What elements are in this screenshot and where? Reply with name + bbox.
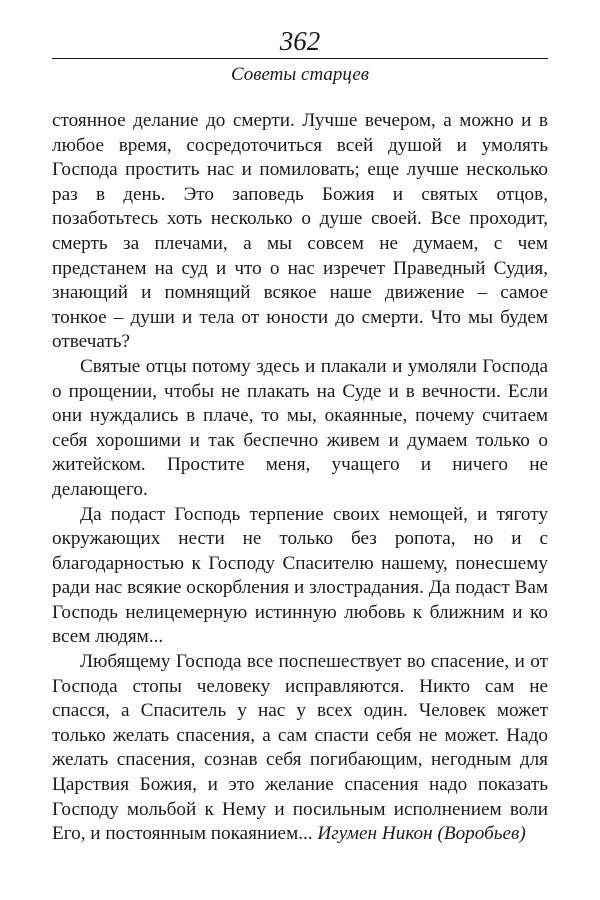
header-rule	[52, 58, 548, 59]
paragraph-last	[52, 650, 548, 847]
running-title: Советы старцев	[230, 64, 370, 85]
paragraph: Да подаст Господь терпение своих немощей, и тяготу окружающих нести не только без ропота, но и с благодарностью к Господу Спасителю нашему, понесшему ради нас всякие оскорбления и злострадания. Да подаст Вам Господь нелицемерную истинную любовь к ближним и ко всем людям...	[52, 503, 548, 648]
book-page	[52, 26, 548, 847]
paragraph-text: Любящему Господа все поспешествует во спасение, и от Господа стопы человеку исправляются. Никто сам не спасся, а Спаситель у нас у всех один. Человек может только желать спасения, а сам спасти себя не может. Надо желать спасения, сознав себя погибающим, негодным для Царствия Божия, и это желание спасения надо показать Господу мольбой к Нему и посильным исполнением воли Его, и постоянным покаянием...	[52, 651, 548, 845]
author-attribution: Игумен Никон (Воробьев)	[317, 823, 526, 845]
body-text	[52, 109, 548, 847]
paragraph: стоянное делание до смерти. Лучше вечером, а можно и в любое время, сосредоточиться всей душой и умолять Господа простить нас и помиловать; еще лучше несколько раз в день. Это заповедь Божия и святых отцов, позаботьтесь хоть несколько о душе своей. Все проходит, смерть за плечами, а мы совсем не думаем, с чем предстанем на суд и что о нас изречет Праведный Судия, знающий и помнящий всякое наше движение – самое тонкое – души и тела от юности до смерти. Что мы будем отвечать?	[52, 110, 548, 353]
paragraph: Святые отцы потому здесь и плакали и умоляли Господа о прощении, чтобы не плакать на Суде и в вечности. Если они нуждались в плаче, то мы, окаянные, почему считаем себя хорошими и так беспечно живем и думаем только о житейском. Простите меня, учащего и ничего не делающего.	[52, 355, 548, 500]
page-number: 362	[279, 26, 321, 56]
